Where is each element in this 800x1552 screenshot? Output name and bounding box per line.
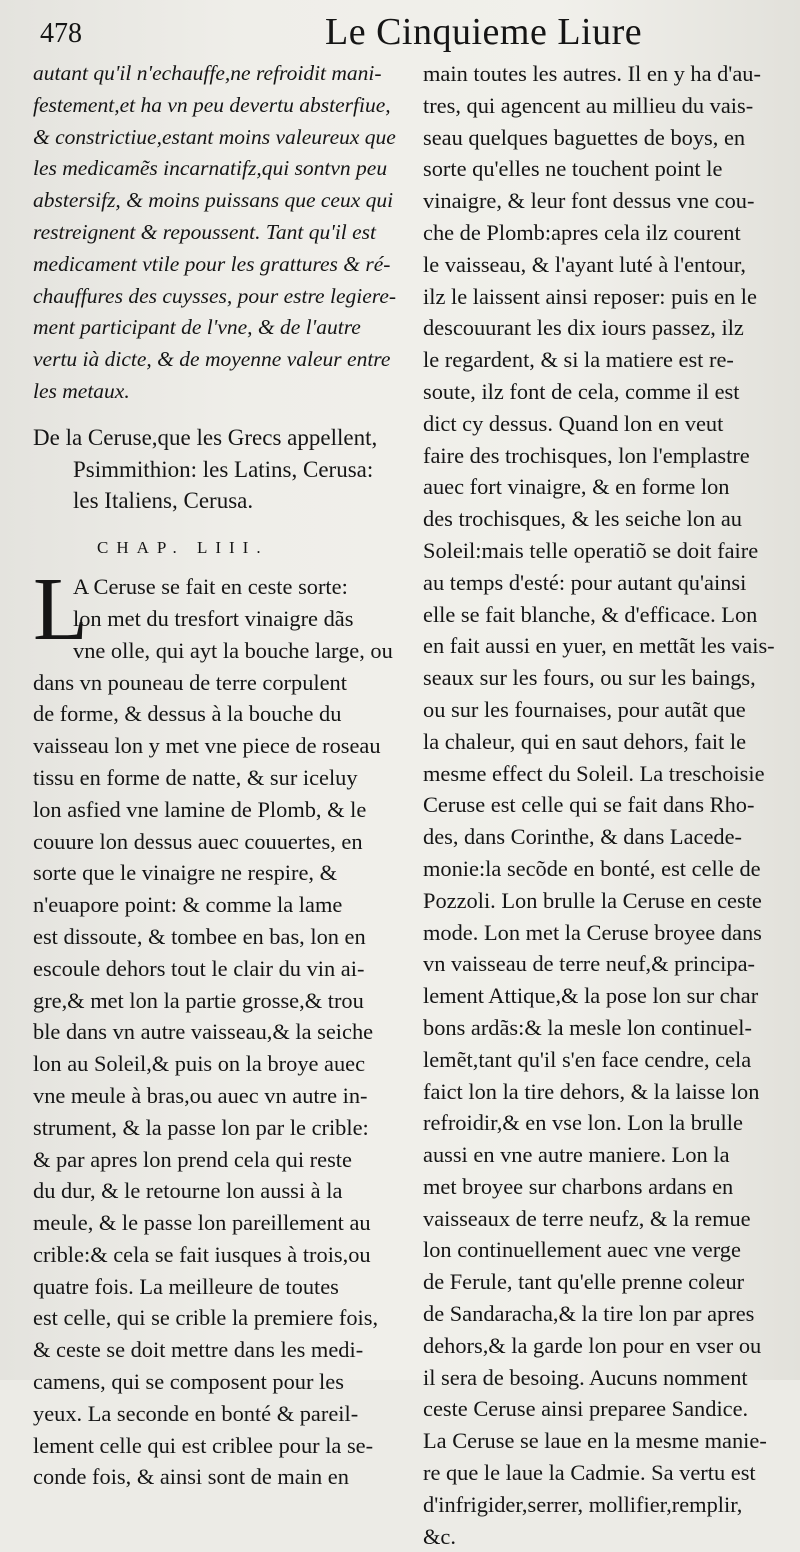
text-line: Pozzoli. Lon brulle la Ceruse en ceste <box>423 887 762 913</box>
text-line: vaisseau lon y met vne piece de roseau <box>33 733 381 759</box>
text-line: monie:la secõde en bonté, est celle de <box>423 855 761 881</box>
continued-paragraph <box>423 58 783 1552</box>
text-line: vinaigre, & leur font dessus vne cou- <box>423 188 755 214</box>
text-line: medicament vtile pour les grattures & ré- <box>33 251 391 276</box>
text-line: le vaisseau, & l'ayant luté à l'entour, <box>423 251 747 277</box>
text-line: gre,& met lon la partie grosse,& trou <box>33 987 364 1013</box>
text-line: & constrictiue,estant moins valeureux que <box>33 124 396 149</box>
text-line: du dur, & le retourne lon aussi à la <box>33 1178 343 1204</box>
drop-cap: L <box>33 560 88 660</box>
text-line: met broyee sur charbons ardans en <box>423 1173 734 1199</box>
text-line: quatre fois. La meilleure de toutes <box>33 1273 339 1299</box>
text-line: est dissoute, & tombee en bas, lon en <box>33 923 366 949</box>
text-line: vne olle, qui ayt la bouche large, ou <box>73 637 393 663</box>
text-line: vn vaisseau de terre neuf,& principa- <box>423 951 755 977</box>
text-line: festement,et ha vn peu devertu absterfiue, <box>33 92 391 117</box>
text-line: de Ferule, tant qu'elle prenne coleur <box>423 1269 745 1295</box>
text-line: des trochisques, & les seiche lon au <box>423 506 742 532</box>
left-column <box>33 58 407 1493</box>
text-line: A Ceruse se fait en ceste sorte: <box>73 574 348 600</box>
text-line: seau quelques baguettes de boys, en <box>423 124 746 150</box>
text-line: auec fort vinaigre, & en forme lon <box>423 474 730 500</box>
title-line: De la Ceruse,que les Grecs appellent, <box>33 424 378 450</box>
text-line: la chaleur, qui en saut dehors, fait le <box>423 728 747 754</box>
text-line: ilz le laissent ainsi reposer: puis en le <box>423 283 757 309</box>
text-line: vne meule à bras,ou auec vn autre in- <box>33 1082 368 1108</box>
italic-paragraph <box>33 58 407 408</box>
text-line: de forme, & dessus à la bouche du <box>33 701 342 727</box>
text-line: main toutes les autres. Il en y ha d'au- <box>423 61 761 86</box>
text-line: dict cy dessus. Quand lon en veut <box>423 410 724 436</box>
text-line: chauffures des cuysses, pour estre legiere- <box>33 283 397 308</box>
text-line: d'infrigider,serrer, mollifier,remplir, <box>423 1491 743 1517</box>
text-line: ou sur les fournaises, pour autãt que <box>423 696 746 722</box>
text-line: re que le laue la Cadmie. Sa vertu est <box>423 1460 756 1486</box>
text-line: les medicamẽs incarnatifz,qui sontvn peu <box>33 156 388 181</box>
text-line: yeux. La seconde en bonté & pareil- <box>33 1400 359 1426</box>
text-line: refroidir,& en vse lon. Lon la brulle <box>423 1110 743 1136</box>
text-line: ble dans vn autre vaisseau,& la seiche <box>33 1019 374 1045</box>
section-title <box>33 422 407 517</box>
page-header <box>30 8 790 54</box>
text-line: au temps d'esté: pour autant qu'ainsi <box>423 569 747 595</box>
text-line: &c. <box>423 1523 456 1549</box>
text-line: aussi en vne autre maniere. Lon la <box>423 1142 730 1168</box>
title-line: les Italiens, Cerusa. <box>73 488 254 514</box>
text-line: meule, & le passe lon pareillement au <box>33 1210 371 1236</box>
text-line: sorte qu'elles ne touchent point le <box>423 156 723 182</box>
text-line: mode. Lon met la Ceruse broyee dans <box>423 919 762 945</box>
text-line: lement celle qui est criblee pour la se- <box>33 1432 374 1458</box>
text-line: restreignent & repoussent. Tant qu'il est <box>33 219 377 244</box>
text-line: mesme effect du Soleil. La treschoisie <box>423 760 765 786</box>
text-line: ceste Ceruse ainsi preparee Sandice. <box>423 1396 749 1422</box>
text-line: couure lon dessus auec couuertes, en <box>33 828 363 854</box>
text-line: vaisseaux de terre neufz, & la remue <box>423 1205 751 1231</box>
text-line: descouurant les dix iours passez, ilz <box>423 315 744 341</box>
text-line: faire des trochisques, lon l'emplastre <box>423 442 750 468</box>
text-line: les metaux. <box>33 378 130 403</box>
body-paragraph <box>33 560 407 1493</box>
text-line: abstersifz, & moins puissans que ceux qui <box>33 188 394 213</box>
text-line: La Ceruse se laue en la mesme manie- <box>423 1428 767 1454</box>
text-line: le regardent, & si la matiere est re- <box>423 347 734 373</box>
text-line: lon continuellement auec vne verge <box>423 1237 741 1263</box>
text-line: & par apres lon prend cela qui reste <box>33 1146 352 1172</box>
title-line: Psimmithion: les Latins, Cerusa: <box>73 456 374 482</box>
text-line: dans vn pouneau de terre corpulent <box>33 669 347 695</box>
running-title: Le Cinquieme Liure <box>325 11 643 53</box>
text-line: camens, qui se composent pour les <box>33 1369 344 1395</box>
text-line: lemẽt,tant qu'il s'en face cendre, cela <box>423 1046 752 1072</box>
text-line: dehors,& la garde lon pour en vser ou <box>423 1332 762 1358</box>
text-line: lon au Soleil,& puis on la broye auec <box>33 1051 366 1077</box>
text-line: lement Attique,& la pose lon sur char <box>423 983 759 1009</box>
text-line: il sera de besoing. Aucuns nomment <box>423 1364 748 1390</box>
text-line: & ceste se doit mettre dans les medi- <box>33 1337 364 1363</box>
text-line: de Sandaracha,& la tire lon par apres <box>423 1301 755 1327</box>
right-column <box>423 58 783 1552</box>
text-line: che de Plomb:apres cela ilz courent <box>423 219 741 245</box>
text-line: seaux sur les fours, ou sur les baings, <box>423 665 756 691</box>
text-line: tissu en forme de natte, & sur iceluy <box>33 764 358 790</box>
text-line: est celle, qui se crible la premiere fois, <box>33 1305 379 1331</box>
text-line: elle se fait blanche, & d'efficace. Lon <box>423 601 758 627</box>
text-line: sorte que le vinaigre ne respire, & <box>33 860 338 886</box>
text-line: escoule dehors tout le clair du vin ai- <box>33 955 365 981</box>
text-line: lon met du tresfort vinaigre dãs <box>73 605 354 631</box>
text-line: autant qu'il n'echauffe,ne refroidit mani- <box>33 61 382 85</box>
text-line: bons ardãs:& la mesle lon continuel- <box>423 1014 752 1040</box>
text-line: ment participant de l'vne, & de l'autre <box>33 315 361 340</box>
text-line: n'euapore point: & comme la lame <box>33 892 343 918</box>
page-number: 478 <box>40 18 82 49</box>
text-line: vertu ià dicte, & de moyenne valeur entre <box>33 347 391 372</box>
chapter-heading: CHAP. LIII. <box>97 538 269 558</box>
text-line: Ceruse est celle qui se fait dans Rho- <box>423 792 755 818</box>
text-line: conde fois, & ainsi sont de main en <box>33 1464 349 1490</box>
text-line: tres, qui agencent au millieu du vais- <box>423 92 754 118</box>
text-line: Soleil:mais telle operatiõ se doit faire <box>423 537 759 563</box>
text-line: faict lon la tire dehors, & la laisse lon <box>423 1078 760 1104</box>
text-line: strument, & la passe lon par le crible: <box>33 1114 369 1140</box>
text-line: des, dans Corinthe, & dans Lacede- <box>423 824 742 850</box>
text-line: soute, ilz font de cela, comme il est <box>423 378 740 404</box>
text-line: crible:& cela se fait iusques à trois,ou <box>33 1241 371 1267</box>
text-line: en fait aussi en yuer, en mettãt les vais- <box>423 633 775 659</box>
text-line: lon asfied vne lamine de Plomb, & le <box>33 796 367 822</box>
